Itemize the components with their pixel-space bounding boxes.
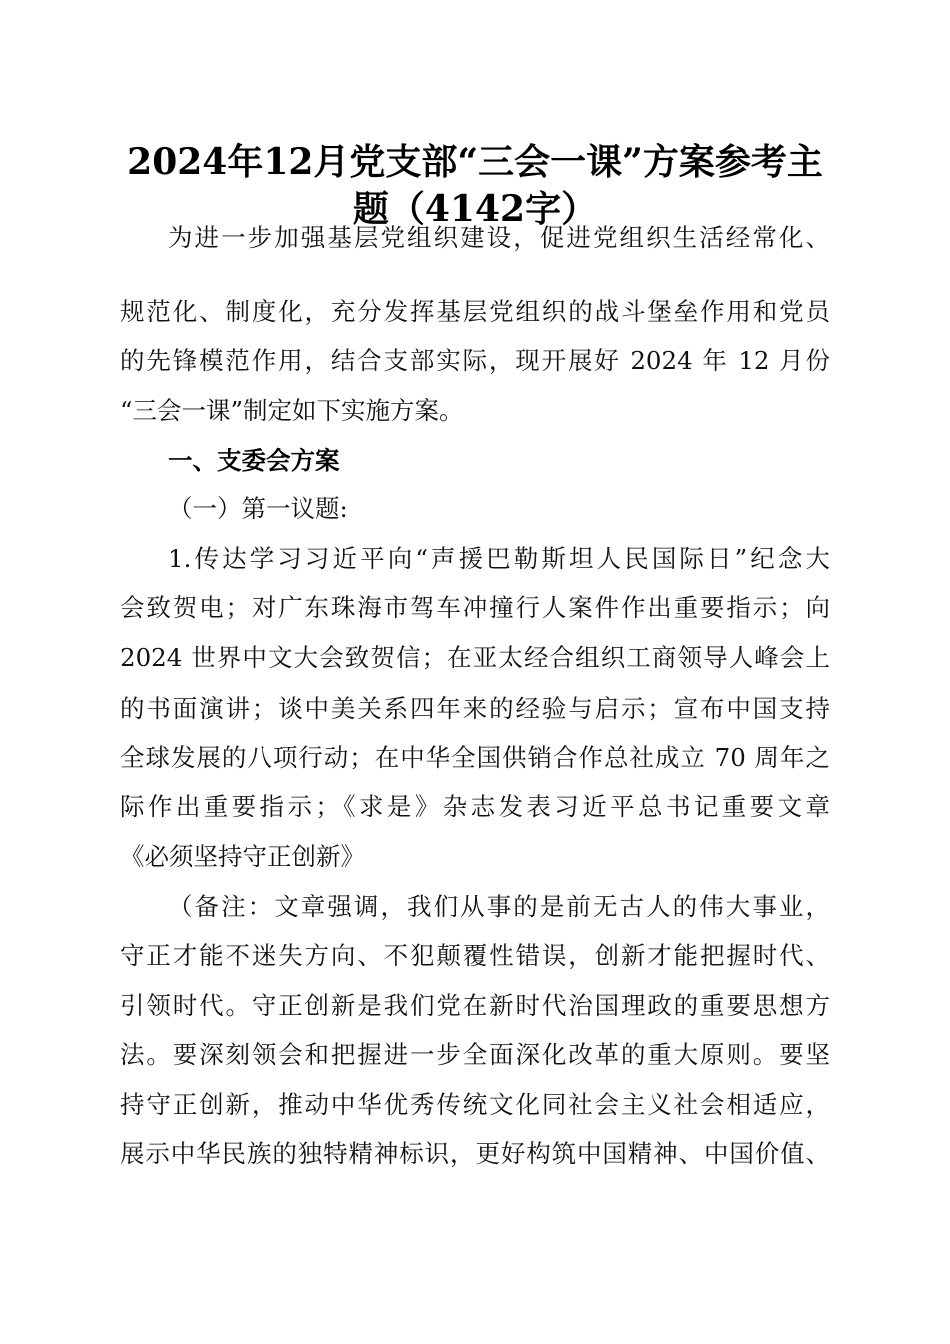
item1-line-3: 2024 世界中文大会致贺信；在亚太经合组织工商领导人峰会上 bbox=[120, 643, 830, 672]
intro-line-1: 为进一步加强基层党组织建设，促进党组织生活经常化、 bbox=[168, 223, 830, 252]
item1-line-1: 1.传达学习习近平向“声援巴勒斯坦人民国际日”纪念大 bbox=[168, 544, 830, 573]
subsection-heading: （一）第一议题: bbox=[168, 494, 348, 523]
note-line-1: （备注：文章强调，我们从事的是前无古人的伟大事业， bbox=[168, 892, 830, 921]
note-line-3: 引领时代。守正创新是我们党在新时代治国理政的重要思想方 bbox=[120, 991, 830, 1020]
section-heading: 一、支委会方案 bbox=[168, 446, 340, 475]
item1-line-6: 际作出重要指示；《求是》杂志发表习近平总书记重要文章 bbox=[120, 792, 830, 821]
item1-line-5: 全球发展的八项行动；在中华全国供销合作总社成立 70 周年之 bbox=[120, 743, 830, 772]
intro-line-3: 的先锋模范作用，结合支部实际，现开展好 2024 年 12 月份 bbox=[120, 346, 830, 375]
note-line-6: 展示中华民族的独特精神标识，更好构筑中国精神、中国价值、 bbox=[120, 1139, 830, 1168]
item1-line-4: 的书面演讲；谈中美关系四年来的经验与启示；宣布中国支持 bbox=[120, 694, 830, 723]
note-line-4: 法。要深刻领会和把握进一步全面深化改革的重大原则。要坚 bbox=[120, 1040, 830, 1069]
item1-line-7: 《必须坚持守正创新》 bbox=[120, 842, 365, 871]
document-title-line-1: 2024年12月党支部“三会一课”方案参考主 bbox=[127, 141, 823, 183]
intro-line-2: 规范化、制度化，充分发挥基层党组织的战斗堡垒作用和党员 bbox=[120, 297, 830, 326]
intro-line-4: “三会一课”制定如下实施方案。 bbox=[120, 396, 464, 425]
note-line-5: 持守正创新，推动中华优秀传统文化同社会主义社会相适应， bbox=[120, 1090, 830, 1119]
document-title-line-2: 题（4142字） bbox=[352, 188, 598, 230]
note-line-2: 守正才能不迷失方向、不犯颠覆性错误，创新才能把握时代、 bbox=[120, 941, 830, 970]
item1-line-2: 会致贺电；对广东珠海市驾车冲撞行人案件作出重要指示；向 bbox=[120, 593, 830, 622]
